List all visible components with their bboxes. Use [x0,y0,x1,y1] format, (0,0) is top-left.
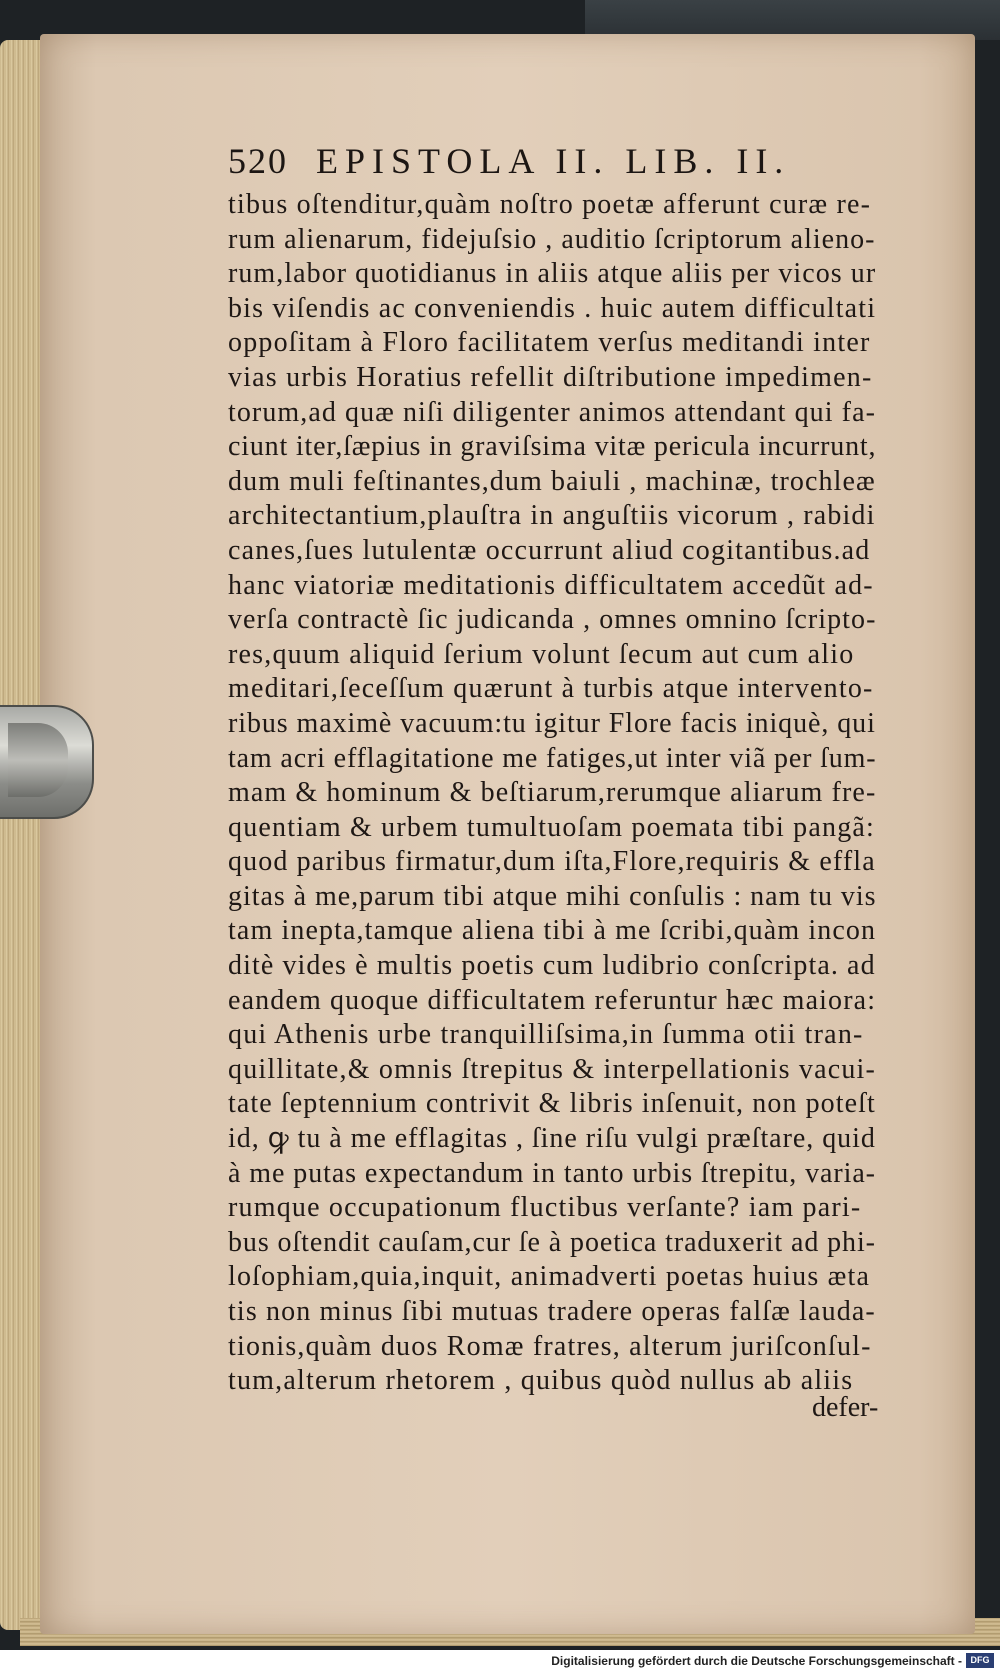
text-line: rum,labor quotidianus in aliis atque aliis per vicos ur [228,258,877,290]
text-line: ribus maximè vacuum:tu igitur Flore facis iniquè, qui [228,707,876,739]
text-line: meditari,ſeceſſum quærunt à turbis atque intervento- [228,673,874,705]
text-line: bus oſtendit cauſam,cur ſe à poetica traduxerit ad phi- [228,1226,876,1258]
text-line: à me putas expectandum in tanto urbis ſtrepitu, varia- [228,1157,876,1189]
text-line: architectantium,plauſtra in anguſtiis vicorum , rabidi [228,500,876,532]
footer-credit: Digitalisierung gefördert durch die Deutsche Forschungsgemeinschaft - [551,1654,962,1668]
page-clip-inner [8,723,68,797]
text-line: eandem quoque difficultatem referuntur hæc maiora: [228,984,877,1016]
text-line: tam acri efflagitatione me fatiges,ut inter viã per ſum- [228,742,877,774]
text-line: ciunt iter,ſæpius in graviſsima vitæ pericula incurrunt, [228,431,877,463]
text-line: tibus oſtenditur,quàm noſtro poetæ afferunt curæ re- [228,189,872,220]
text-line: vias urbis Horatius refellit diſtributione impedimen- [228,361,873,393]
text-line: rum alienarum, fidejuſsio , auditio ſcriptorum alieno- [228,223,876,255]
text-line: res,quum aliquid ſerium volunt ſecum aut cum alio [228,638,855,670]
text-line: rumque occupationum fluctibus verſante? iam pari- [228,1192,862,1224]
text-line: oppoſitam à Floro facilitatem verſus meditandi inter [228,327,871,359]
text-line: loſophiam,quia,inquit, animadverti poetas huius æta [228,1261,871,1293]
text-line: qui Athenis urbe tranquilliſsima,in ſumma otii tran- [228,1019,864,1051]
text-line: canes,ſues lutulentæ occurrunt aliud cogitantibus.ad [228,534,871,566]
text-line: dum muli feſtinantes,dum baiuli , machinæ, trochleæ [228,465,876,497]
body-text [228,188,876,1399]
text-line: gitas à me,parum tibi atque mihi conſulis : nam tu vis [228,880,877,912]
text-line: tum,alterum rhetorem , quibus quòd nullus ab aliis [228,1365,854,1397]
text-line: tis non minus ſibi mutuas tradere operas falſæ lauda- [228,1296,876,1327]
dfg-logo: DFG [966,1653,994,1668]
text-line: tate ſeptennium contrivit & libris inſenuit, non poteſt [228,1088,876,1120]
text-line: hanc viatoriæ meditationis difficultatem accedũt ad- [228,569,874,601]
running-title: EPISTOLA II. LIB. II. [316,141,791,181]
text-line: quentiam & urbem tumultuoſam poemata tibi pangã: [228,811,876,843]
text-line: id, ꝙ tu à me efflagitas , ſine riſu vulgi præſtare, quid [228,1123,876,1155]
text-line: tionis,quàm duos Romæ fratres, alterum juriſconſul- [228,1330,872,1362]
text-line: ditè vides è multis poetis cum ludibrio conſcripta. ad [228,950,876,982]
running-header [228,140,908,182]
page-number: 520 [228,141,288,181]
text-line: tam inepta,tamque aliena tibi à me ſcribi,quàm incon [228,915,877,947]
page-clip [0,705,94,819]
text-line: quillitate,& omnis ſtrepitus & interpellationis vacui- [228,1053,877,1085]
text-line: quod paribus firmatur,dum iſta,Flore,requiris & effla [228,846,876,878]
text-line: verſa contractè ſic judicanda , omnes omnino ſcripto- [228,604,877,636]
text-line: bis viſendis ac conveniendis . huic autem difficultati [228,292,877,324]
text-line: torum,ad quæ niſi diligenter animos attendant qui fa- [228,396,876,428]
catchword: defer- [812,1392,879,1423]
text-line: mam & hominum & beſtiarum,rerumque aliarum fre- [228,777,877,809]
